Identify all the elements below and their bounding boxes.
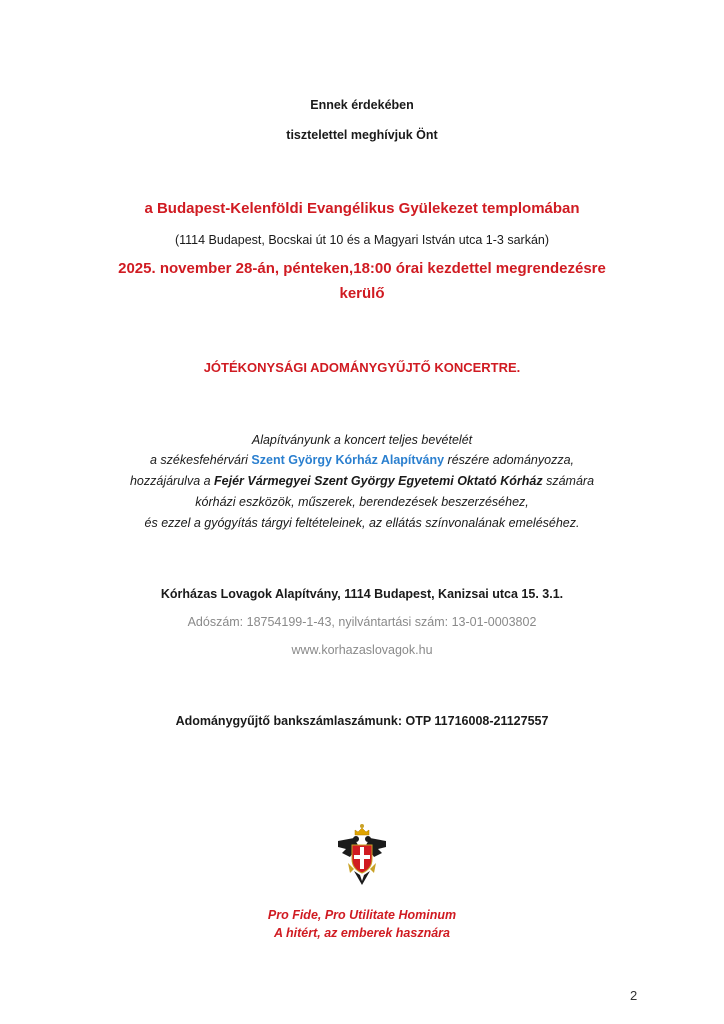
foundation-website: www.korhazaslovagok.hu xyxy=(291,643,433,657)
purpose-line-3 xyxy=(0,474,724,488)
purpose-line-4: kórházi eszközök, műszerek, berendezések beszerzéséhez, xyxy=(195,495,529,509)
page-number: 2 xyxy=(630,988,638,1003)
coat-of-arms-eagle-icon xyxy=(334,823,390,887)
intro-line-1: Ennek érdekében xyxy=(310,98,414,112)
event-title: JÓTÉKONYSÁGI ADOMÁNYGYŰJTŐ KONCERTRE. xyxy=(203,360,521,375)
purpose-line-1: Alapítványunk a koncert teljes bevételét xyxy=(251,433,473,447)
purpose-line-3-pre: hozzájárulva a xyxy=(129,474,215,488)
venue-address: (1114 Budapest, Bocskai út 10 és a Magyari István utca 1-3 sarkán) xyxy=(174,233,550,247)
foundation-tax-ids: Adószám: 18754199-1-43, nyilvántartási szám: 13-01-0003802 xyxy=(187,615,537,629)
purpose-line-2-post: részére adományozza, xyxy=(444,453,574,467)
intro-line-2: tisztelettel meghívjuk Önt xyxy=(286,128,438,142)
foundation-link: Szent György Kórház Alapítvány xyxy=(251,453,445,467)
event-date-line-1: 2025. november 28-án, pénteken,18:00 órai kezdettel megrendezésre xyxy=(118,260,606,277)
event-date-line-2: kerülő xyxy=(339,285,385,302)
motto-latin: Pro Fide, Pro Utilitate Hominum xyxy=(267,908,457,922)
purpose-line-5: és ezzel a gyógyítás tárgyi feltételeinek, az ellátás színvonalának emeléséhez. xyxy=(144,516,580,530)
bank-account: Adománygyűjtő bankszámlaszámunk: OTP 11716008-21127557 xyxy=(175,714,549,728)
purpose-line-2 xyxy=(0,453,724,467)
hospital-name: Fejér Vármegyei Szent György Egyetemi Oktató Kórház xyxy=(214,474,543,488)
purpose-line-3-post: számára xyxy=(542,474,595,488)
venue-name: a Budapest-Kelenföldi Evangélikus Gyülekezet templomában xyxy=(144,200,580,217)
foundation-name-address: Kórházas Lovagok Alapítvány, 1114 Budapest, Kanizsai utca 15. 3.1. xyxy=(160,587,564,601)
motto-hungarian: A hitért, az emberek hasznára xyxy=(274,926,450,940)
purpose-line-2-pre: a székesfehérvári xyxy=(149,453,252,467)
